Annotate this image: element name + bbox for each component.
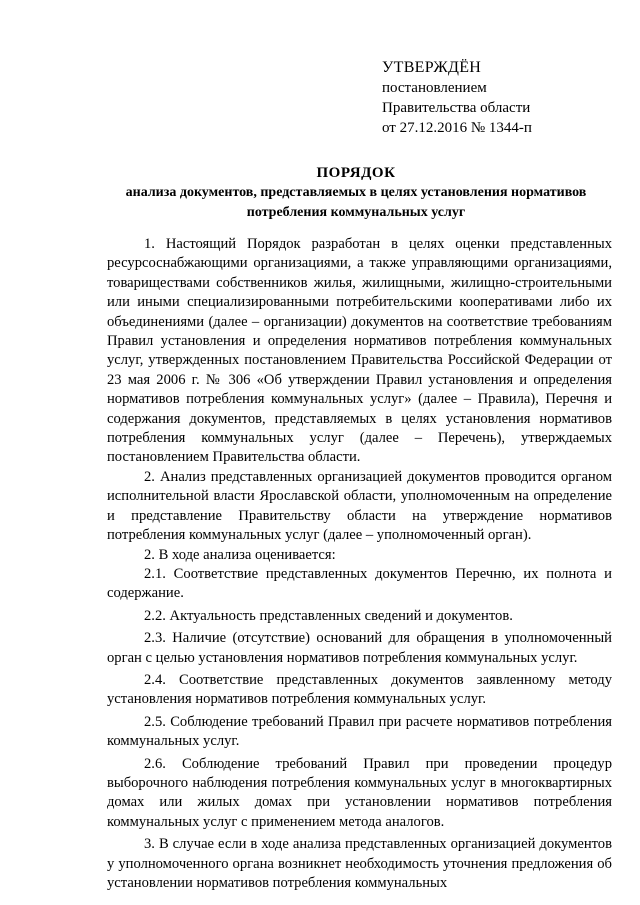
document-body [107,235,612,893]
paragraph-2-3: 2.3. Наличие (отсутствие) оснований для обращения в уполномоченный орган с целью установления нормативов потребления коммунальных услуг. [107,630,612,666]
approval-line-resolution: постановлением [382,80,487,96]
approval-title: УТВЕРЖДЁН [382,59,482,76]
document-heading [100,163,612,223]
paragraph-2-5: 2.5. Соблюдение требований Правил при расчете нормативов потребления коммунальных услуг. [107,713,612,750]
approval-block [382,58,622,138]
paragraph-2-1: 2.1. Соответствие представленных документов Перечню, их полнота и содержание. [107,565,612,602]
paragraph-1: 1. Настоящий Порядок разработан в целях оценки представленных ресурсоснабжающими организациями, а также управляющими организациями, товариществами собственников жилья, жилищными, жилищно-строительными или иными специализированными потребительскими кооперативами либо их объединениями (далее – организации) документов на соответствие требованиям Правил установления и определения нормативов потребления коммунальных услуг, утвержденных постановлением Правительства Российской Федерации от 23 мая 2006 г. № 306 «Об утверждении Правил установления и определения нормативов потребления коммунальных услуг» (далее – Правила), Перечня и содержания документов, представляемых в целях установления нормативов потребления коммунальных услуг (далее – Перечень), утверждаемых постановлением Правительства области. [107,236,612,466]
document-title: ПОРЯДОК [316,165,396,181]
paragraph-2-2: 2.2. Актуальность представленных сведений и документов. [144,607,513,624]
approval-line-date-number: от 27.12.2016 № 1344-п [382,120,532,136]
paragraph-2-4: 2.4. Соответствие представленных документов заявленному методу установления нормативов потребления коммунальных услуг. [107,671,612,708]
paragraph-2: 2. Анализ представленных организацией документов проводится органом исполнительной власти Ярославской области, уполномоченным на определение и представление Правительству области на утверждение нормативов потребления коммунальных услуг (далее – уполномоченный орган). [107,468,612,544]
paragraph-3: 3. В случае если в ходе анализа представленных организацией документов у уполномоченного органа возникнет необходимость уточнения предложения об установлении нормативов потребления коммунальных [107,836,612,891]
approval-line-government: Правительства области [382,100,531,116]
paragraph-2-intro: 2. В ходе анализа оценивается: [144,546,336,563]
paragraph-2-6: 2.6. Соблюдение требований Правил при проведении процедур выборочного наблюдения потребления коммунальных услуг в многоквартирных домах или жилых домах при установлении нормативов потребления коммунальных услуг с применением метода аналогов. [107,755,612,830]
document-subtitle: анализа документов, представляемых в целях установления нормативов потребления коммунальных услуг [125,185,587,220]
